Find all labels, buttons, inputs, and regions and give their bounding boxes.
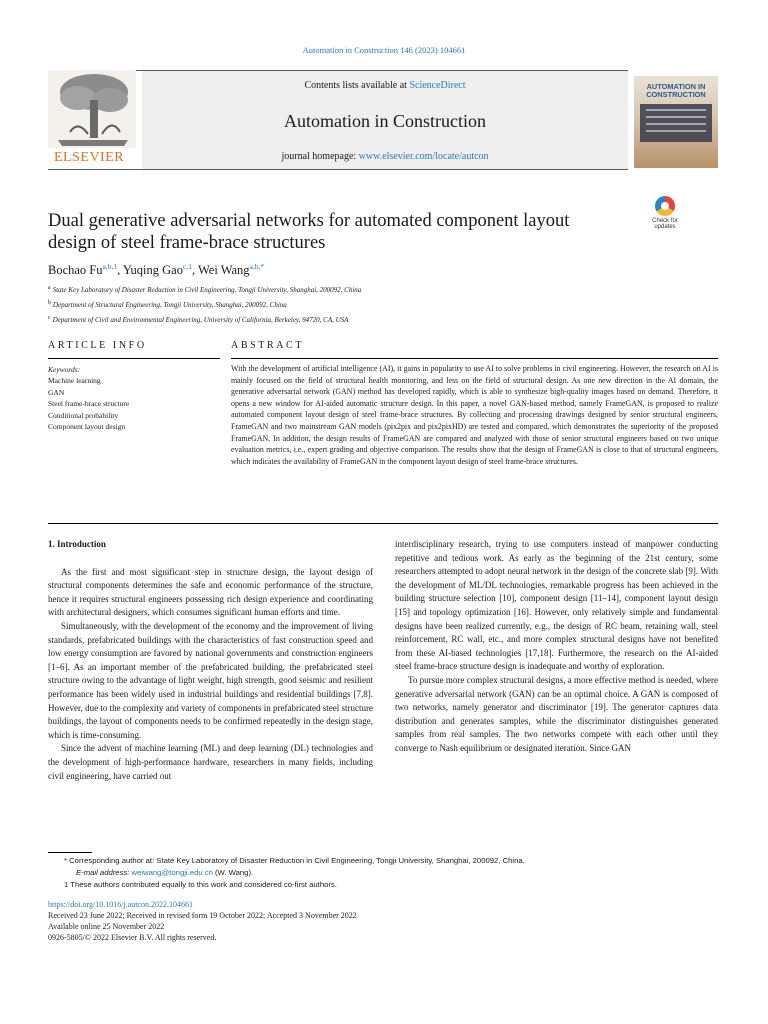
body-paragraph: Simultaneously, with the development of the economy and the improvement of living standards, prefabricated buildings with the characteristics of fast construction speed and low energy consumption are favored by national governments and construction engineers [1–6]. As an important member of the prefabricated building, the prefabricated steel structure owing to the advantage of light weight, high strength, good seismic and resilient performance has been widely used in industrial buildings and residential buildings [7,8]. However, due to the complexity and variety of components in prefabricated steel structure buildings, the layout of components needs to be confirmed repeatedly in the design stage, which is time-consuming. xyxy=(48,620,373,740)
email-suffix: (W. Wang). xyxy=(212,868,254,877)
article-info-heading: ARTICLE INFO xyxy=(48,340,147,351)
check-updates-label-2: updates xyxy=(654,224,676,230)
publisher-name: ELSEVIER xyxy=(54,150,125,165)
body-left-column xyxy=(48,538,373,783)
elsevier-tree-icon xyxy=(48,70,136,148)
keywords-label: Keywords: xyxy=(48,365,81,374)
journal-masthead xyxy=(48,70,720,170)
corresponding-author-note: * Corresponding author at: State Key Laboratory of Disaster Reduction in Civil Engineering, Tongji University, Shanghai, 200092, China. xyxy=(64,856,525,865)
affiliation-text: Department of Structural Engineering, Tongji University, Shanghai, 200092, China xyxy=(52,301,287,310)
received-dates: Received 23 June 2022; Received in revised form 19 October 2022; Accepted 3 November 2022 xyxy=(48,911,357,920)
keyword-item: Machine learning xyxy=(48,376,101,386)
abstract-bottom-rule xyxy=(48,523,718,524)
keywords-block xyxy=(48,364,218,432)
online-date: Available online 25 November 2022 xyxy=(48,922,165,931)
affiliation-list xyxy=(48,282,688,326)
check-updates-label-1: Check for xyxy=(652,218,678,224)
homepage-prefix: journal homepage: xyxy=(281,151,359,162)
cover-title: AUTOMATION IN CONSTRUCTION xyxy=(646,82,706,99)
author-name[interactable]: Wei Wang xyxy=(197,263,250,278)
email-line xyxy=(48,867,718,879)
doi-link[interactable]: https://doi.org/10.1016/j.autcon.2022.104661 xyxy=(48,900,193,909)
abstract-heading: ABSTRACT xyxy=(231,340,305,351)
email-link[interactable]: weiwang@tongji.edu.cn xyxy=(131,868,213,877)
sciencedirect-link[interactable]: ScienceDirect xyxy=(409,80,466,91)
email-label: E-mail address: xyxy=(76,868,132,877)
author-separator: , xyxy=(117,263,123,278)
contents-prefix: Contents lists available at xyxy=(304,80,410,91)
journal-citation[interactable]: Automation in Construction 146 (2023) 104661 xyxy=(302,45,466,55)
affiliation-item xyxy=(48,297,688,312)
keyword-item: Steel frame-brace structure xyxy=(48,399,130,409)
abstract-rule xyxy=(231,358,718,359)
author-list xyxy=(48,262,264,278)
body-paragraph: As the first and most significant step in structure design, the layout design of structural components determines the safe and economic performance of the structure, hence it requires structural engineers possessing rich design experience and coordinating with architectural designers, which consumes significant human efforts and time. xyxy=(48,566,373,618)
journal-cover-thumbnail[interactable] xyxy=(634,76,718,168)
affiliation-item xyxy=(48,282,688,297)
body-paragraph: Since the advent of machine learning (ML) and deep learning (DL) technologies and the development of high-performance hardware, researchers in many fields, including civil engineering, have carried out xyxy=(48,743,373,781)
author-separator: , xyxy=(191,263,198,278)
masthead-info-panel xyxy=(142,71,628,169)
body-right-column xyxy=(395,538,718,756)
author-affiliation-marker[interactable]: a,b,* xyxy=(249,262,265,271)
co-first-note: 1 These authors contributed equally to this work and considered co-first authors. xyxy=(64,880,337,889)
footnotes xyxy=(48,855,718,891)
body-paragraph: To pursue more complex structural designs, a more effective method is needed, where generative adversarial network (GAN) can be an optimal choice. A GAN is composed of two networks, namely generator and discriminator [19]. The generator captures data distribution and generates samples, while the discriminator distinguishes generated samples from real samples. The two networks compete with each other until they converge to Nash equilibrium or designated iteration. Since GAN xyxy=(395,674,718,753)
elsevier-logo[interactable] xyxy=(48,70,140,170)
footnote-rule xyxy=(48,852,92,853)
abstract-text: With the development of artificial intelligence (AI), it gains in popularity to use AI to solve problems in civil engineering. However, the research on AI is mainly focused on the field of structural health monitoring, and less on the field of structural design. As one new direction in the AI domain, the generative adversarial network (GAN) method has developed rapidly, which is able to synthesize high-quality images based on demand. Therefore, it opens a new window for AI-aided automatic structure design. In this paper, a novel GAN-based method, namely FrameGAN, is proposed to realize automated component layout design of steel frame-brace structures. By collecting and processing drawings designed by senior structural engineers, FrameGAN and two mainstream GAN models (pix2pix and pix2pixHD) are tested and compared, which demonstrates the superiority of the proposed FrameGAN. In addition, the design results of FrameGAN are compared and analyzed with those of senior structural engineers based on two unique evaluation metrics, i.e., expert grading and objective comparison. The results show that the design of FrameGAN is close to that of structural engineers, which indicates the availability of FrameGAN in the component layout design of steel frame-brace structures. xyxy=(231,364,718,466)
author-name[interactable]: Yuqing Gao xyxy=(122,263,183,278)
affiliation-marker: a xyxy=(48,285,51,291)
publication-info xyxy=(48,899,718,943)
article-info-rule xyxy=(48,358,220,359)
journal-title[interactable]: Automation in Construction xyxy=(284,111,486,131)
author-affiliation-marker[interactable]: c,1 xyxy=(182,262,192,271)
contents-line xyxy=(142,80,628,91)
affiliation-item xyxy=(48,312,688,327)
affiliation-text: State Key Laboratory of Disaster Reduction in Civil Engineering, Tongji University, Shanghai, 200092, China xyxy=(52,286,362,295)
author-name[interactable]: Bochao Fu xyxy=(48,263,103,278)
affiliation-text: Department of Civil and Environmental Engineering, University of California, Berkeley, 94720, CA, USA xyxy=(52,315,349,324)
affiliation-marker: c xyxy=(48,314,51,321)
keyword-item: Conditional probability xyxy=(48,410,119,420)
keyword-item: Component layout design xyxy=(48,422,126,432)
body-paragraph: interdisciplinary research, trying to use computers instead of manpower conducting repetitive and tedious work. As early as the beginning of the 21st century, some researchers attempted to adopt neural network in the design of the concrete slab [9]. With the development of ML/DL technologies, remarkable progress has been achieved in the building structure selection [10], component design [11–14], component layout design [15] and topology optimization [16]. However, only relatively simple and fundamental designs have been realized currently, e.g., the design of RC beam, retaining wall, steel reinforcement, RC wall, etc., and more complex structural designs have not benefited from these AI-based technologies [17,18]. Furthermore, the research on the AI-aided steel frame-brace structure design is inadequate and worthy of exploration. xyxy=(395,539,718,672)
copyright: 0926-5805/© 2022 Elsevier B.V. All rights reserved. xyxy=(48,933,217,942)
paper-title: Dual generative adversarial networks for automated component layout design of steel frame-brace structures xyxy=(48,211,570,253)
homepage-link[interactable]: www.elsevier.com/locate/autcon xyxy=(358,151,489,162)
author-affiliation-marker[interactable]: a,b,1 xyxy=(102,262,118,271)
check-updates-icon xyxy=(655,196,675,216)
cover-graphic xyxy=(640,104,712,142)
section-heading-introduction: 1. Introduction xyxy=(48,539,106,549)
affiliation-marker: b xyxy=(48,299,51,306)
check-for-updates-button[interactable] xyxy=(646,196,684,234)
homepage-line xyxy=(142,151,628,162)
keyword-item: GAN xyxy=(48,387,65,397)
